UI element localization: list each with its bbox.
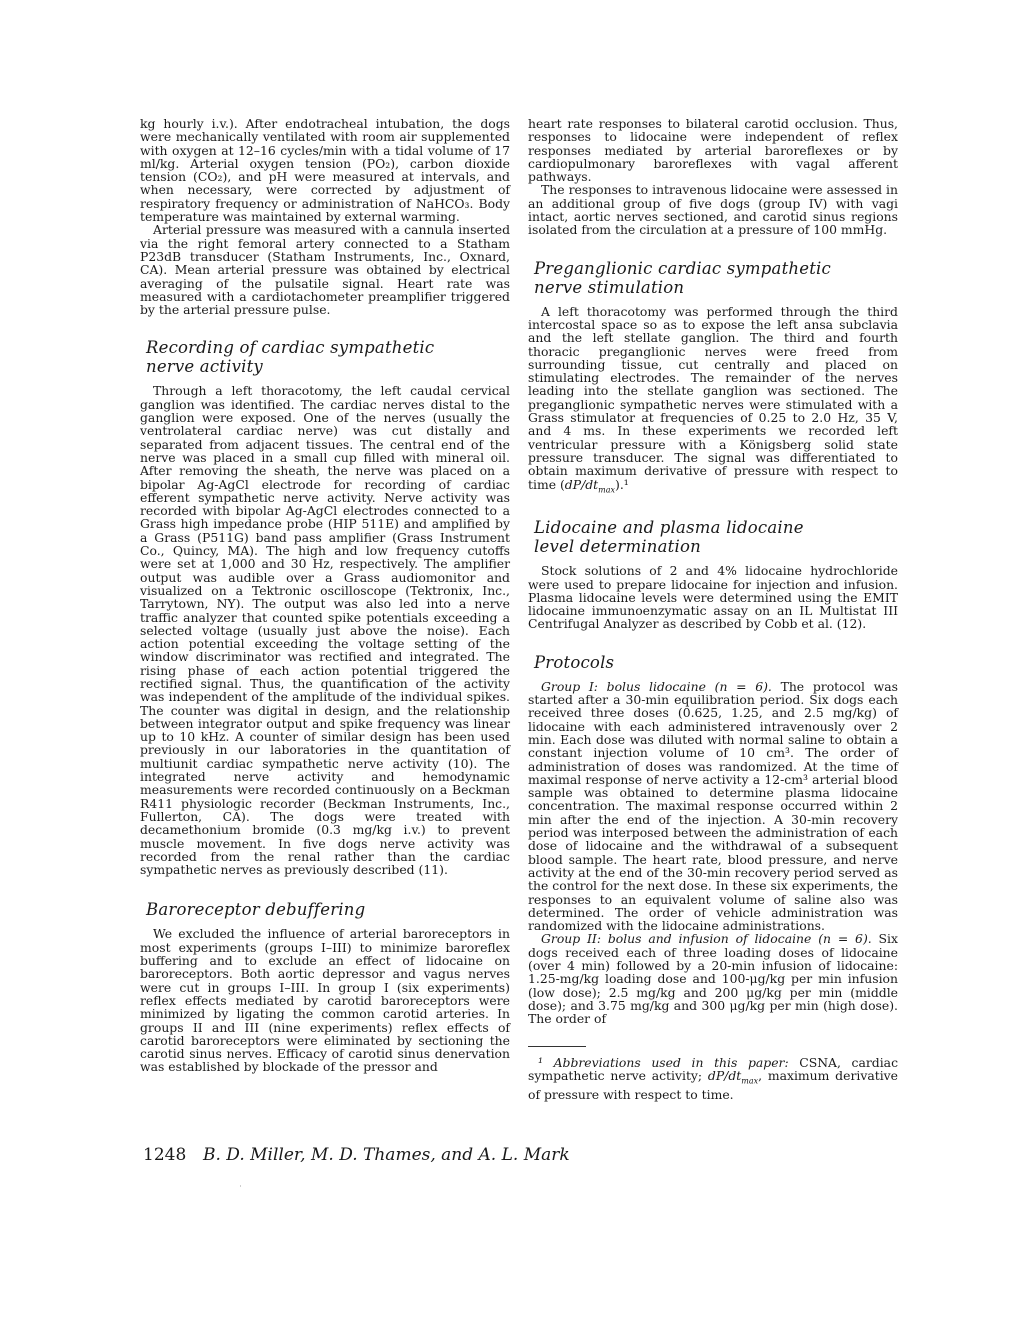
section-heading-preganglionic: Preganglionic cardiac sympathetic nerve stimulation [534,258,831,297]
section-heading-baroreceptor: Baroreceptor debuffering [146,900,366,920]
footnote: ¹ Abbreviations used in this paper: CSNA, cardiac sympathetic nerve activity; $dP/dt_{max}$, maximum derivative of pressure with respect to time. [528,1054,899,1103]
footnote-rule [528,1046,586,1047]
paragraph: The responses to intravenous lidocaine were assessed in an additional group of five dogs (group IV) with vagi intact, aortic nerves sectioned, and carotid sinus regions isolated from the circulation at a pressure of 100 mmHg. [528,182,898,238]
paragraph: Group II: bolus and infusion of lidocaine (n = 6). Six dogs received each of three loading doses of lidocaine (over 4 min) followed by a 20-min infusion of lidocaine: 1.25-mg/kg loading dose and 100-μg/kg per min infusion (low dose); 2.5 mg/kg and 200 μg/kg per min (middle dose); and 3.75 mg/kg and 300 μg/kg per min (high dose). The order of [528,931,898,1027]
scan-speck [240,1185,241,1187]
paragraph: Stock solutions of 2 and 4% lidocaine hydrochloride were used to prepare lidocaine for injection and infusion. Plasma lidocaine levels were determined using the EMIT lidocaine immunoenzymatic assay on an IL Multistat III Centrifugal Analyzer as described by Cobb et al. (12). [528,563,898,632]
section-heading-lidocaine: Lidocaine and plasma lidocaine level determination [534,518,804,557]
section-heading-protocols: Protocols [534,652,615,672]
paragraph: kg hourly i.v.). After endotracheal intubation, the dogs were mechanically ventilated with room air supplemented with oxygen at 12–16 cycles/min with a tidal volume of 17 ml/kg. Arterial oxygen tension (PO₂), carbon dioxide tension (CO₂), and pH were measured at intervals, and when necessary, were corrected by adjustment of respiratory frequency or administration of NaHCO₃. Body temperature was maintained by external warming. [140,116,510,225]
left-column [140,117,510,1074]
page-number: 1248 [143,1145,187,1165]
author-line: B. D. Miller, M. D. Thames, and A. L. Mark [203,1145,570,1165]
paragraph: Group I: bolus lidocaine (n = 6). The protocol was started after a 30-min equilibration period. Six dogs each received three doses (0.625, 1.25, and 2.5 mg/kg) of lidocaine with each administered intravenously over 2 min. Each dose was diluted with normal saline to obtain a constant injection volume of 10 cm³. The order of administration of doses was randomized. At the time of maximal response of nerve activity a 12-cm³ arterial blood sample was obtained to determine plasma lidocaine concentration. The maximal response occurred within 2 min after the end of the injection. A 30-min recovery period was interposed between the administration of each dose of lidocaine and the withdrawal of a subsequent blood sample. The heart rate, blood pressure, and nerve activity at the end of the 30-min recovery period served as the control for the next dose. In these six experiments, the responses to an equivalent volume of saline also was determined. The order of vehicle administration was randomized with the lidocaine administrations. [528,678,898,934]
section-heading-recording: Recording of cardiac sympathetic nerve activity [146,338,435,377]
page-footer [143,1145,570,1165]
paragraph: Through a left thoracotomy, the left caudal cervical ganglion was identified. The cardiac nerves distal to the ganglion were exposed. One of the nerves (usually the ventrolateral cardiac nerve) was cut distally and separated from adjacent tissues. The central end of the nerve was placed in a small cup filled with mineral oil. After removing the sheath, the nerve was placed on a bipolar Ag-AgCl electrode for recording of cardiac efferent sympathetic nerve activity. Nerve activity was recorded with bipolar Ag-AgCl electrodes connected to a Grass high impedance probe (HIP 511E) and amplified by a Grass (P511G) band pass amplifier (Grass Instrument Co., Quincy, MA). The high and low frequency cutoffs were set at 1,000 and 30 Hz, respectively. The amplifier output was audible over a Grass audiomonitor and visualized on a Tektronic oscilloscope (Tektronix, Inc., Tarrytown, NY). The output was also led into a nerve traffic analyzer that counted spike potentials exceeding a selected voltage (usually just above the noise). Each action potential exceeding the voltage setting of the window discriminator was rectified and integrated. The rising phase of each action potential triggered the rectified signal. Thus, the quantification of the activity was independent of the amplitude of the individual spikes. The counter was digital in design, and the relationship between integrator output and spike frequency was linear up to 10 kHz. A counter of similar design has been used previously in our laboratories in the quantitation of multiunit cardiac sympathetic nerve activity (10). The integrated nerve activity and hemodynamic measurements were recorded continuously on a Beckman R411 physiologic recorder (Beckman Instruments, Inc., Fullerton, CA). The dogs were treated with decamethonium bromide (0.3 mg/kg i.v.) to prevent muscle movement. In five dogs nerve activity was recorded from the renal rather than the cardiac sympathetic nerves as previously described (11). [140,383,510,878]
paragraph: A left thoracotomy was performed through the third intercostal space so as to expose the left ansa subclavia and the left stellate ganglion. The third and fourth thoracic preganglionic nerves were freed from surrounding tissue, cut centrally and placed on stimulating electrodes. The remainder of the nerves leading into the stellate ganglion was sectioned. The preganglionic sympathetic nerves were stimulated with a Grass stimulator at frequencies of 0.25 to 2.0 Hz, 35 V, and 4 ms. In these experiments we recorded left ventricular pressure with a Königsberg solid state pressure transducer. The signal was differentiated to obtain maximum derivative of pressure with respect to time $(dP/dt_{max}).^1$ [528,303,898,494]
right-column [528,117,898,1102]
paragraph: We excluded the influence of arterial baroreceptors in most experiments (groups I–III) to minimize baroreflex buffering and to exclude an effect of lidocaine on baroreceptors. Both aortic depressor and vagus nerves were cut in groups I–III. In group I (six experiments) reflex effects mediated by carotid baroreceptors were minimized by ligating the common carotid arteries. In groups II and III (nine experiments) reflex effects of carotid baroreceptors were eliminated by sectioning the carotid sinus nerves. Efficacy of carotid sinus denervation was established by blockade of the pressor and [140,926,510,1075]
paragraph: heart rate responses to bilateral carotid occlusion. Thus, responses to lidocaine were independent of reflex responses mediated by arterial baroreflexes or by cardiopulmonary baroreflexes with vagal afferent pathways. [528,116,898,185]
paragraph: Arterial pressure was measured with a cannula inserted via the right femoral artery connected to a Statham P23dB transducer (Statham Instruments, Inc., Oxnard, CA). Mean arterial pressure was obtained by electrical averaging of the pulsatile signal. Heart rate was measured with a cardiotachometer preamplifier triggered by the arterial pressure pulse. [140,222,510,318]
